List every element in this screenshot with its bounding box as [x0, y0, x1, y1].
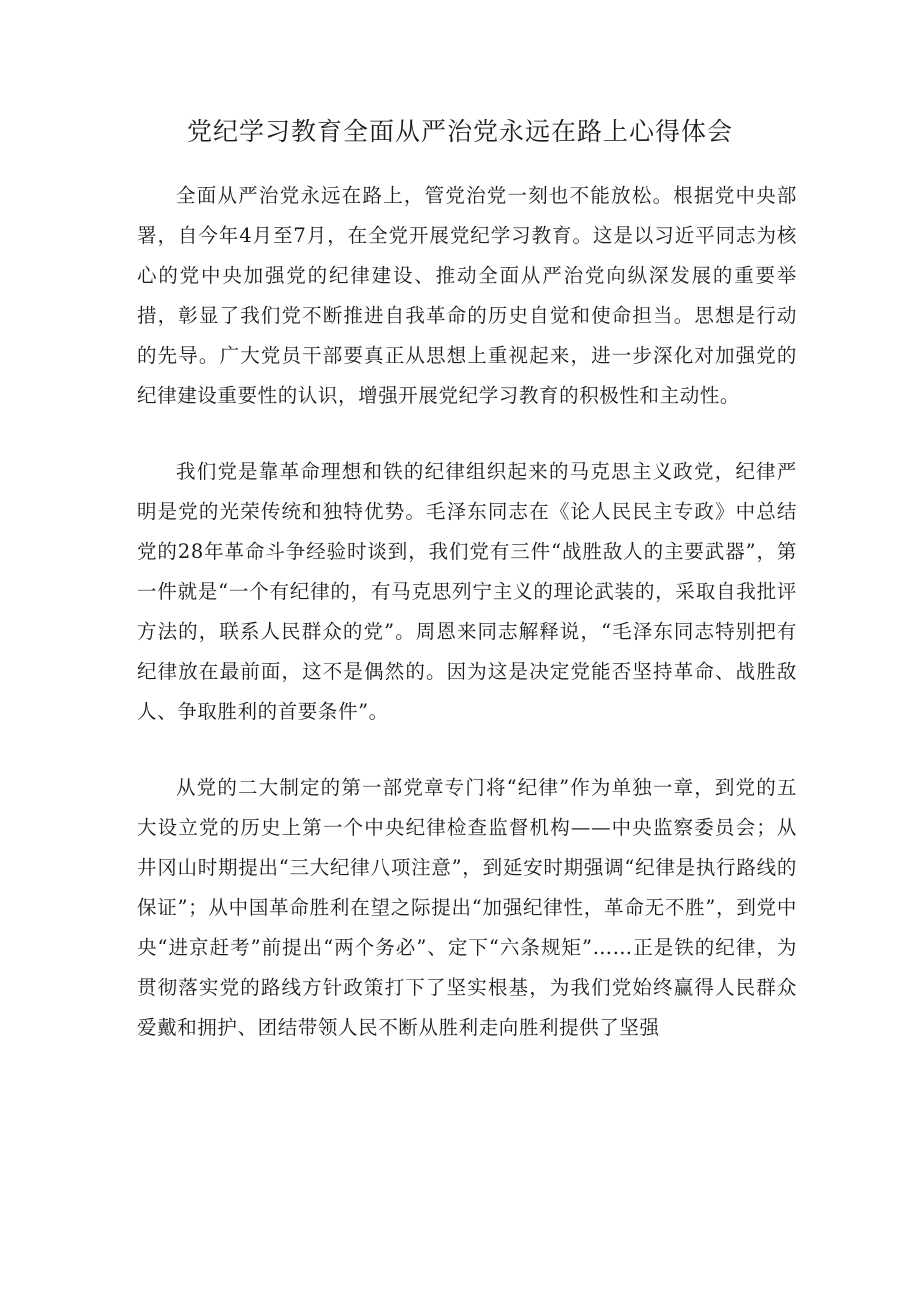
document-title: 党纪学习教育全面从严治党永远在路上心得体会 — [186, 117, 733, 146]
paragraph: 全面从严治党永远在路上，管党治党一刻也不能放松。根据党中央部署，自今年4月至7月，在全党开展党纪学习教育。这是以习近平同志为核心的党中央加强党的纪律建设、推动全面从严治党向纵深发展的重要举措，彰显了我们党不断推进自我革命的历史自觉和使命担当。思想是行动的先导。广大党员干部要真正从思想上重视起来，进一步深化对加强党的纪律建设重要性的认识，增强开展党纪学习教育的积极性和主动性。 — [137, 184, 797, 407]
paragraph: 我们党是靠革命理想和铁的纪律组织起来的马克思主义政党，纪律严明是党的光荣传统和独特优势。毛泽东同志在《论人民民主专政》中总结党的28年革命斗争经验时谈到，我们党有三件“战胜敌人的主要武器”，第一件就是“一个有纪律的，有马克思列宁主义的理论武装的，采取自我批评方法的，联系人民群众的党”。周恩来同志解释说，“毛泽东同志特别把有纪律放在最前面，这不是偶然的。因为这是决定党能否坚持革命、战胜敌人、争取胜利的首要条件”。 — [137, 460, 797, 723]
document-body — [137, 176, 797, 1084]
paragraph: 从党的二大制定的第一部党章专门将“纪律”作为单独一章，到党的五大设立党的历史上第一个中央纪律检查监督机构——中央监察委员会；从井冈山时期提出“三大纪律八项注意”，到延安时期强调“纪律是执行路线的保证”；从中国革命胜利在望之际提出“加强纪律性，革命无不胜”，到党中央“进京赶考”前提出“两个务必”、定下“六条规矩”……正是铁的纪律，为贯彻落实党的路线方针政策打下了坚实根基，为我们党始终赢得人民群众爱戴和拥护、团结带领人民不断从胜利走向胜利提供了坚强 — [137, 776, 797, 1039]
